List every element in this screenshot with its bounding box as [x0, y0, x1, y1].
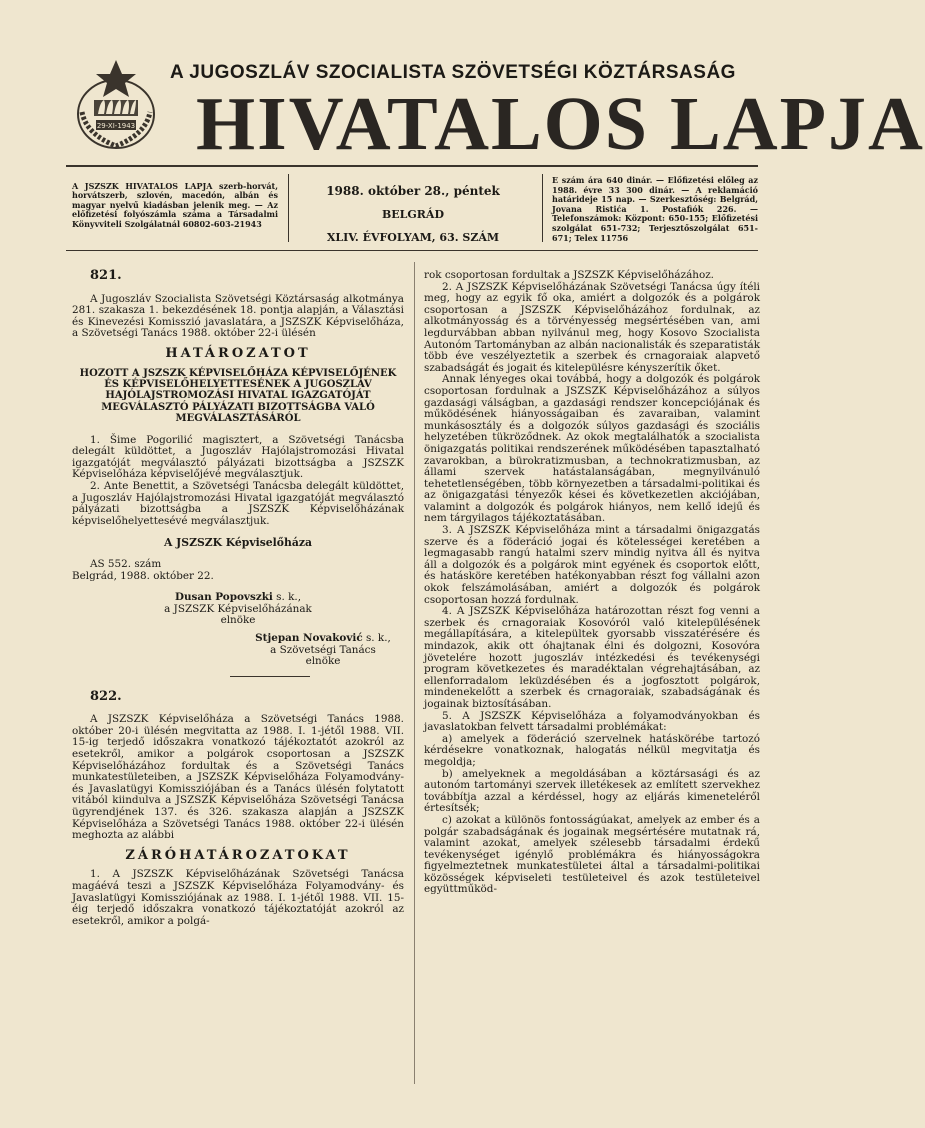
price-contact-info: E szám ára 640 dinár. — Előfizetési előleg az 1988. évre 33 300 dinár. — A reklamáció határideje 15 nap. — Szerkesztőség: Belgrád, Jovana Ristića 1. Postafiók 226. — Telefonszámok: Központ: 650-155; Előfizetési szolgálat 651-732; Terjesztőszolgálat 651-671; Telex 11756: [552, 175, 758, 243]
state-emblem-icon: [72, 54, 160, 154]
reference-number: AS 552. szám: [90, 557, 162, 570]
sub-point-c: c) azokat a különös fontosságúakat, amelyek az ember és a polgár szabadságának és jogainak megsértésére mutatnak rá, valamint azokat, amelyek szélesebb társadalmi érdekű tevékenységet igénylő problémákra és hiányosságokra figyelmeztetnek munkatestületei által a társadalmi-politikai közösségek képviseleti testületeivel és azok testületeivel együttműköd-: [424, 813, 760, 896]
decision-subheading: HOZOTT A JSZSZK KÉPVISELŐHÁZA KÉPVISELŐJÉNEK ÉS KÉPVISELŐHELYETTESÉNEK A JUGOSZLÁV HAJÓLAJSTROMOZÁSI HIVATAL IGAZGATÓJÁT MEGVÁLASZTÓ PÁLYÁZATI BIZOTTSÁGBA VALÓ MEGVÁLASZTÁSÁRÓL: [79, 367, 397, 425]
republic-name: A JUGOSZLÁV SZOCIALISTA SZÖVETSÉGI KÖZTÁRSASÁG: [170, 62, 736, 83]
header-divider-left: [288, 174, 289, 242]
gazette-title: HIVATALOS LAPJA: [196, 82, 925, 166]
right-column: [424, 270, 760, 896]
header-rule: [66, 250, 758, 251]
issue-place: BELGRÁD: [381, 208, 445, 221]
final-decision-point-4: 4. A JSZSZK Képviselőháza határozottan részt fog venni a szerbek és crnagoraiak Kosovóról való kitelepülésének megállapítására, a kitelepültek gyorsabb visszatérésére és mindazok, akik ott óhajtanak élni és dolgozni, Kosovóra jövetelére hozott jugoszláv intézkedési és tevékenységi program következetes és maradéktalan végrehajtásában, az ellenforradalom leküzdésében és a jogfosztott polgárok, mindenekelőtt a szerbek és crnagoraiak, szabadságának és jogainak biztosításában.: [424, 605, 760, 710]
column-divider: [414, 262, 415, 1084]
svg-text:29-XI-1943: 29-XI-1943: [96, 122, 136, 130]
final-decision-point-5: 5. A JSZSZK Képviselőháza a folyamodványokban és javaslatokban felvett társadalmi problémákat:: [424, 709, 760, 734]
decision-heading: HATÁROZATOT: [165, 345, 311, 361]
left-column: [72, 266, 404, 927]
intro-paragraph: A Jugoszláv Szocialista Szövetségi Köztársaság alkotmánya 281. szakasza 1. bekezdésének 18. pontja alapján, a Választási és Kinevezési Komisszió javaslatára, a JSZSZK Képviselőháza, a Szövetségi Tanács 1988. október 22-i ülésén: [72, 292, 404, 340]
header-divider-right: [542, 174, 543, 242]
entry-number-822: 822.: [90, 688, 122, 704]
issue-volume: XLIV. ÉVFOLYAM, 63. SZÁM: [326, 231, 500, 244]
final-decision-point-1: 1. A JSZSZK Képviselőházának Szövetségi Tanácsa magáévá teszi a JSZSZK Képviselőháza Folyamodvány- és Javaslatügyi Komissziójának az 1988. I. 1-jétől 1988. VII. 15-éig terjedő időszakra vonatkozó tájékoztatóját azokról az esetekről, amikor a polgá-: [72, 868, 404, 927]
issue-info: [296, 184, 530, 244]
signatory-name-1: Dusan Popovszki: [174, 591, 273, 604]
signature-block-1: Dusan Popovszki s. k., a JSZSZK Képviselőházának elnöke: [72, 592, 404, 627]
issue-date: 1988. október 28., péntek: [326, 184, 500, 198]
final-decision-point-3: 3. A JSZSZK Képviselőháza mint a társadalmi önigazgatás szerve és a föderáció jogai és kötelességei keretében a legmagasabb rangú hatalmi szerv mindig nyitva áll és nyitva áll a dolgozók és a polgárok mint egyének és csoportok előtt, és hatásköre keretében hatékonyabban részt fog vállalni azon okok felszámolásában, amiért a dolgozók és polgárok csoportosan hozzá fordulnak.: [424, 524, 760, 606]
signatory-role-2: a Szövetségi Tanács: [270, 643, 376, 656]
reference-date: Belgrád, 1988. október 22.: [72, 569, 214, 582]
sub-point-a: a) amelyek a föderáció szervelnek hatáskörébe tartozó kérdésekre vonatkoznak, halogatás nélkül megvitatja és megoldja;: [424, 732, 760, 768]
sub-point-b: b) amelyeknek a megoldásában a köztársasági és az autonóm tartományi szervek illetékesek az említett szervekhez továbbítja azzal a kérdéssel, hogy az eljárás kimeneteléről értesítsék;: [424, 767, 760, 815]
continuation-text: rok csoportosan fordultak a JSZSZK Képviselőházához.: [424, 269, 714, 281]
publication-info: A JSZSZK HIVATALOS LAPJA szerb-horvát, horvátszerb, szlovén, macedón, albán és magyar nyelvű kiadásban jelenik meg. — Az előfizetési folyószámla száma a Társadalmi Könyvviteli Szolgálatnál 60802-603-21943: [72, 181, 278, 229]
masthead-rule: [66, 165, 758, 167]
entry-number-821: 821.: [90, 268, 122, 283]
signatory-name-2: Stjepan Novaković: [255, 631, 363, 644]
causes-paragraph: Annak lényeges okai továbbá, hogy a dolgozók és polgárok csoportosan fordulnak a JSZSZK Képviselőházához a súlyos gazdasági válságban, a gazdasági rendszer koncepciójának és működésének hiányosságaiban és zavaraiban, valamint munkásosztály és a dolgozók súlyos gazdasági és szociális helyzetében tükröződnek. Az okok megtalálhatók a szocialista önigazgatás politikai rendszerének működésében tapasztalható zavarokban, a bürokratizmusban, a technokratizmusban, az állami szervek hatástalanságában, megnyilvánuló tehetetlenségében, több környezetben a társadalmi-politikai és az önigazgatási tényezők kései és következetlen akciójában, valamint a dolgozók és polgárok hiányos, nem kellő idejű és nem tárgyilagos tájékoztatásában.: [424, 373, 760, 525]
decision-point-1: 1. Šime Pogorilić magisztert, a Szövetségi Tanácsba delegált küldöttet, a Jugoszláv Hajólajstromozási Hivatal igazgatóját megválasztó pályázati bizottságba a JSZSZK Képviselőháza képviselőjévé megválasztjuk.: [72, 433, 404, 481]
decision-point-2: 2. Ante Benettit, a Szövetségi Tanácsba delegált küldöttet, a Jugoszláv Hajólajstromozási Hivatal igazgatóját megválasztó pályázati bizottságba a JSZSZK Képviselőházának képviselőhelyettesévé megválasztjuk.: [72, 479, 404, 527]
signatory-role-1: a JSZSZK Képviselőházának: [164, 602, 312, 615]
final-decision-point-2: 2. A JSZSZK Képviselőházának Szövetségi Tanácsa úgy ítéli meg, hogy az egyik fő oka, amiért a dolgozók és a polgárok csoportosan a JSZSZK Képviselőházához fordulnak, az alkotmányosság és a törvényesség megsértésében van, ami legdurvábban abban nyilvánul meg, hogy Kosovo Szocialista Autonóm Tartományban az albán nacionalisták és szeparatisták több éve veszélyeztetik a szerbek és crnagoraiak alapvető szabadságát és jogait és kitelepülésre kényszerítik őket.: [424, 280, 760, 374]
section-separator: [230, 676, 310, 677]
intro-paragraph-822: A JSZSZK Képviselőháza a Szövetségi Tanács 1988. október 20-i ülésén megvitatta az 1988. I. 1-jétől 1988. VII. 15-ig terjedő időszakra vonatkozó tájékoztatót azokról az esetekről, amikor a polgárok csoportosan a JSZSZK Képviselőházához fordultak és a Szövetségi Tanács munkatestületeiben, a JSZSZK Képviselőháza Folyamodvány- és Javaslatügyi Komissziójában és a Tanács ülésén folytatott vitából kiindulva a JSZSZK Képviselőháza Szövetségi Tanácsa ügyrendjének 137. és 326. szakasza alapján a JSZSZK Képviselőháza a Szövetségi Tanács 1988. október 22-i ülésén meghozta az alábbi: [72, 713, 404, 842]
issuing-body: A JSZSZK Képviselőháza: [164, 536, 312, 550]
signature-block-2: Stjepan Novaković s. k., a Szövetségi Tanács elnöke: [72, 633, 404, 668]
final-decisions-heading: ZÁRÓHATÁROZATOKAT: [125, 847, 351, 863]
